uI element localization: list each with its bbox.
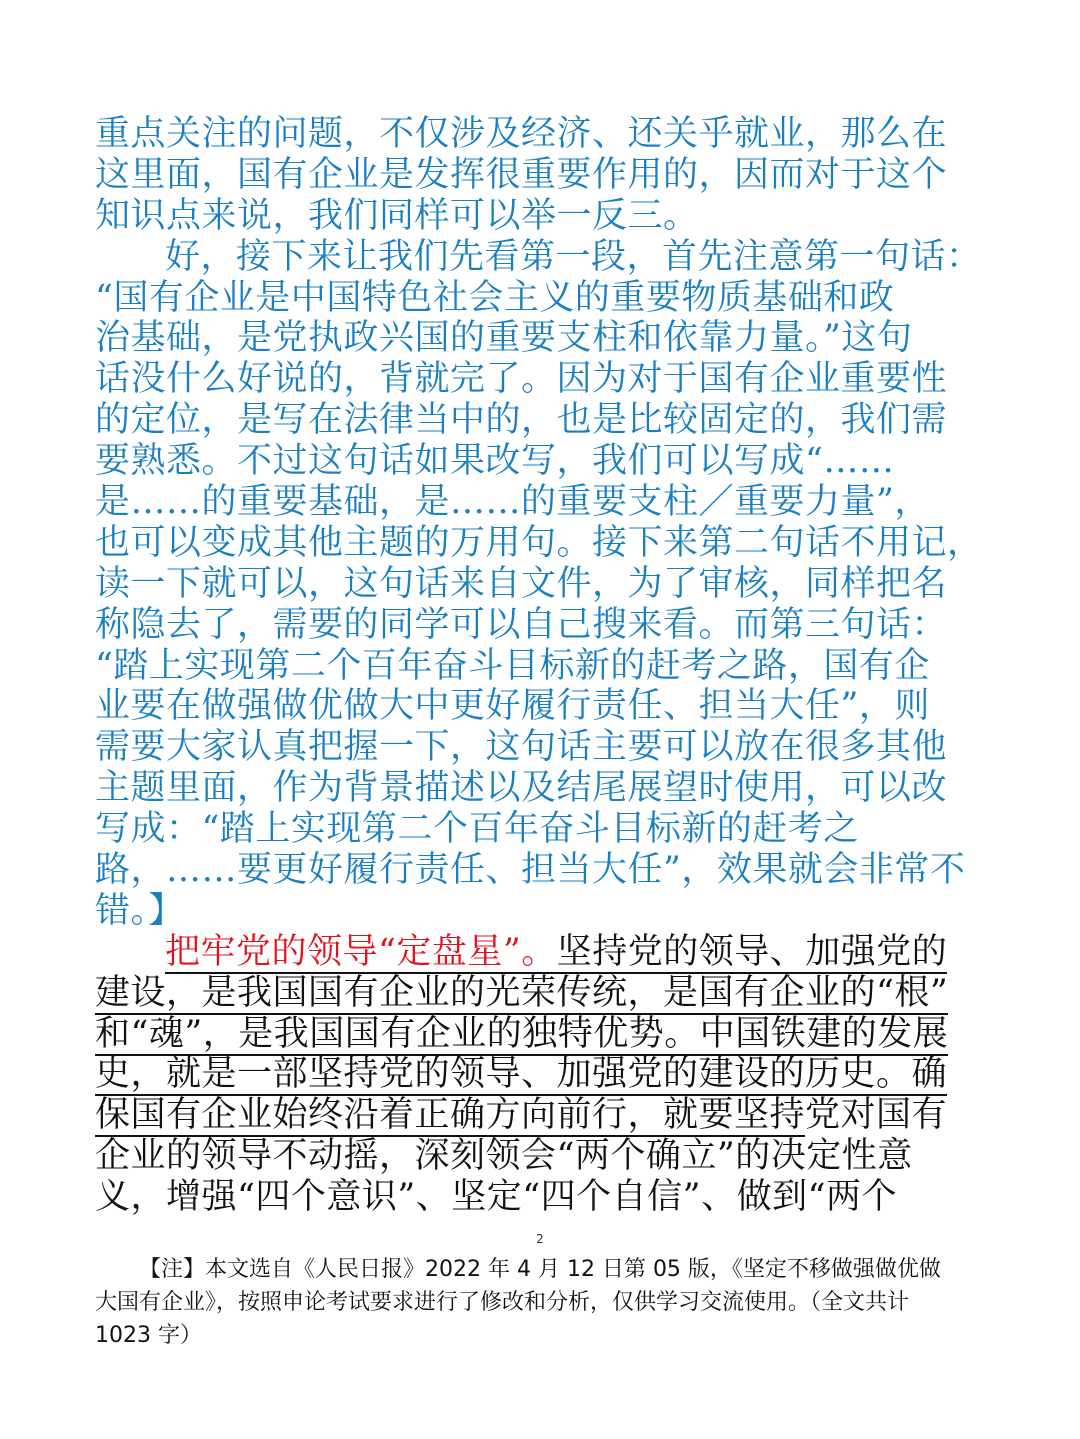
commentary-line: 要熟悉。不过这句话如果改写，我们可以写成“…… bbox=[95, 441, 895, 482]
commentary-line: 治基础，是党执政兴国的重要支柱和依靠力量。”这句 bbox=[95, 318, 913, 359]
article-line bbox=[95, 973, 995, 1014]
underlined-text: 保国有企业始终沿着正确方向前行，就要坚持 bbox=[95, 1095, 806, 1136]
article-line bbox=[95, 1095, 995, 1136]
commentary-line: 重点关注的问题，不仅涉及经济、还关乎就业，那么在 bbox=[95, 114, 948, 154]
commentary-line: 知识点来说，我们同样可以举一反三。 bbox=[95, 195, 699, 236]
article-body bbox=[95, 114, 995, 1218]
underlined-text: 史，就是一部坚持党的领导、加强党的建设的历史。确 bbox=[95, 1054, 948, 1095]
section-heading: 把牢党的领导“定盘星”。 bbox=[165, 931, 557, 972]
commentary-line: 错。】 bbox=[95, 890, 185, 931]
footnote-line: 1023 字） bbox=[95, 1323, 202, 1348]
commentary-line: 需要大家认真把握一下，这句话主要可以放在很多其他 bbox=[95, 727, 948, 768]
footnote-line: 【注】本文选自《人民日报》2022 年 4 月 12 日第 05 版，《坚定不移做强做优做 bbox=[139, 1257, 941, 1282]
page-number: 2 bbox=[536, 1232, 544, 1246]
commentary-line: 也可以变成其他主题的万用句。接下来第二句话不用记， bbox=[95, 522, 983, 563]
commentary-line: 的定位，是写在法律当中的，也是比较固定的，我们需 bbox=[95, 400, 948, 441]
article-line bbox=[95, 1054, 995, 1095]
commentary-line: “国有企业是中国特色社会主义的重要物质基础和政 bbox=[95, 277, 895, 318]
commentary-line: 话没什么好说的，背就完了。因为对于国有企业重要性 bbox=[95, 359, 948, 400]
article-line: 义，增强“四个意识”、坚定“四个自信”、做到“两个 bbox=[95, 1177, 897, 1218]
article-line bbox=[95, 1014, 995, 1055]
commentary-line: 好，接下来让我们先看第一段，首先注意第一句话： bbox=[165, 236, 982, 277]
commentary-line: 业要在做强做优做大中更好履行责任、担当大任”，则 bbox=[95, 686, 930, 727]
commentary-line: 读一下就可以，这句话来自文件，为了审核，同样把名 bbox=[95, 563, 948, 604]
footnote bbox=[95, 1253, 995, 1352]
article-line bbox=[95, 932, 995, 973]
commentary-line: 称隐去了，需要的同学可以自己搜来看。而第三句话： bbox=[95, 604, 948, 645]
commentary-line: 主题里面，作为背景描述以及结尾展望时使用，可以改 bbox=[95, 768, 948, 809]
commentary-line: 路，……要更好履行责任、担当大任”，效果就会非常不 bbox=[95, 850, 966, 891]
commentary-line: 是……的重要基础，是……的重要支柱／重要力量”， bbox=[95, 482, 930, 523]
underlined-text: 坚持党的领导、加强党的 bbox=[556, 931, 948, 972]
commentary-line: 这里面，国有企业是发挥很重要作用的，因而对于这个 bbox=[95, 154, 948, 195]
article-text: 党对国有 bbox=[805, 1095, 948, 1136]
underlined-text: 建设，是我国国有企业的光荣传统，是国有企业的“根” bbox=[95, 972, 949, 1013]
article-line: 企业的领导不动摇，深刻领会“两个确立”的决定性意 bbox=[95, 1136, 913, 1177]
commentary-line: 写成：“踏上实现第二个百年奋斗目标新的赶考之 bbox=[95, 809, 859, 850]
footnote-line: 大国有企业》，按照申论考试要求进行了修改和分析，仅供学习交流使用。（全文共计 bbox=[95, 1290, 910, 1315]
underlined-text: 和“魂”，是我国国有企业的独特优势。中国铁建的发展 bbox=[95, 1013, 949, 1054]
commentary-line: “踏上实现第二个百年奋斗目标新的赶考之路，国有企 bbox=[95, 645, 930, 686]
